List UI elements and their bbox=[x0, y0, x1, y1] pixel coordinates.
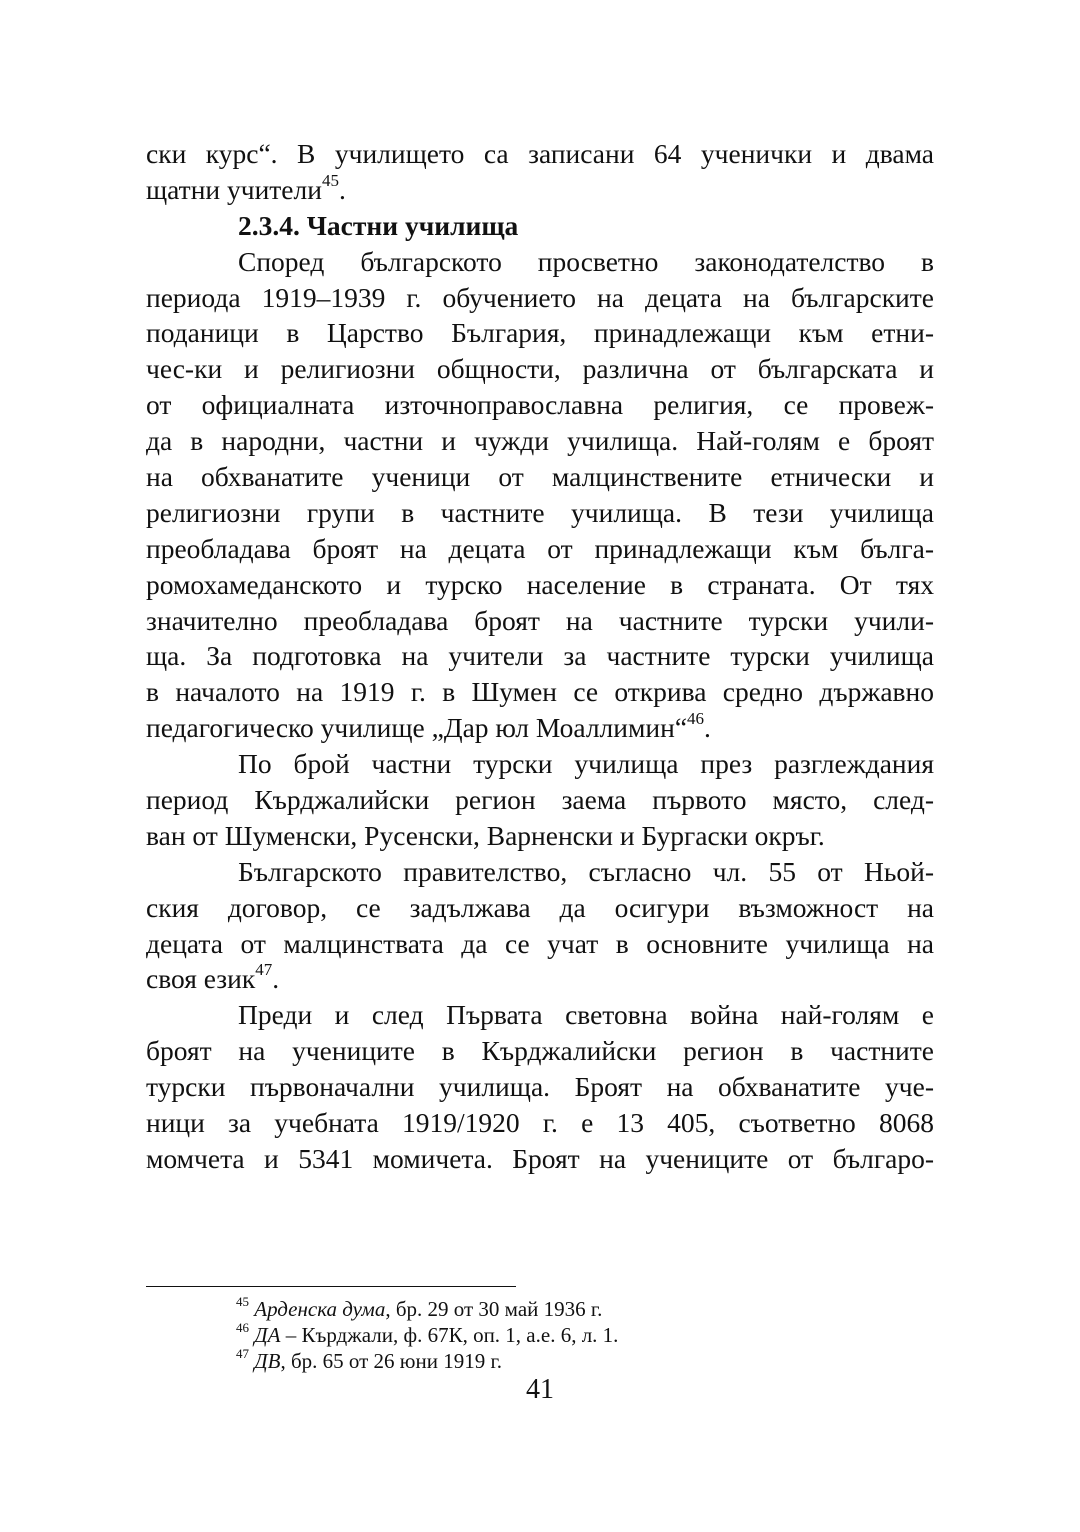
punctuation: . bbox=[338, 173, 346, 205]
text-line bbox=[146, 818, 934, 854]
text-line-content: Според българското просветно законодателство в bbox=[238, 245, 934, 277]
text-line-content: ща. За подготовка на учители за частните турски училища bbox=[146, 640, 934, 672]
text-line bbox=[146, 567, 934, 603]
footnote-item bbox=[236, 1296, 876, 1322]
footnote-source: Арденска дума bbox=[254, 1297, 386, 1321]
text-line-content: ския договор, се задължава да осигури възможност на bbox=[146, 891, 934, 923]
text-line bbox=[146, 136, 934, 172]
text-line bbox=[146, 997, 934, 1033]
text-line bbox=[146, 746, 934, 782]
text-line-content: турски първоначални училища. Броят на обхванатите уче- bbox=[146, 1071, 934, 1103]
footnote-source: ДА bbox=[254, 1323, 281, 1347]
text-line-content: да в народни, частни и чужди училища. Най-голям е броят bbox=[146, 425, 934, 457]
text-line bbox=[146, 1105, 934, 1141]
text-line-content: чес-ки и религиозни общности, различна от българската и bbox=[146, 353, 934, 385]
footnote-item bbox=[236, 1322, 876, 1348]
text-line-content: от официалната източноправославна религия, се провеж- bbox=[146, 389, 934, 421]
footnote-details: , бр. 65 от 26 юни 1919 г. bbox=[280, 1349, 502, 1373]
text-line-content: поданици в Царство България, принадлежащи към етни- bbox=[146, 317, 934, 349]
text-line-content: Преди и след Първата световна война най-голям е bbox=[238, 999, 934, 1031]
text-line-content: По брой частни турски училища през разглеждания bbox=[238, 748, 934, 780]
text-line-content: ници за учебната 1919/1920 г. е 13 405, съответно 8068 bbox=[146, 1107, 934, 1139]
punctuation: . bbox=[704, 712, 711, 744]
footnote-separator bbox=[146, 1286, 516, 1287]
text-line bbox=[146, 495, 934, 531]
text-line bbox=[146, 890, 934, 926]
page-number: 41 bbox=[526, 1374, 554, 1405]
text-line-content: педагогическо училище „Дар юл Моаллимин“ bbox=[146, 712, 688, 744]
text-line-content: Българското правителство, съгласно чл. 55 от Ньой- bbox=[238, 855, 934, 887]
text-line bbox=[146, 387, 934, 423]
text-line-content: ски курс“. В училището са записани 64 ученички и двама bbox=[146, 138, 934, 169]
text-line-content: броят на учениците в Кърджалийски регион в частните bbox=[146, 1035, 934, 1067]
text-line bbox=[146, 782, 934, 818]
footnote-details: , бр. 29 от 30 май 1936 г. bbox=[385, 1297, 603, 1321]
text-line bbox=[146, 603, 934, 639]
text-line bbox=[146, 423, 934, 459]
text-line bbox=[146, 674, 934, 710]
text-line bbox=[146, 1033, 934, 1069]
text-line bbox=[146, 926, 934, 962]
footnote-number: 45 bbox=[236, 1294, 249, 1309]
text-line bbox=[146, 638, 934, 674]
text-line-content: на обхванатите ученици от малцинствените етнически и bbox=[146, 461, 934, 493]
text-line-content: ромохамеданското и турско население в страната. От тях bbox=[146, 568, 934, 600]
section-heading bbox=[146, 208, 934, 244]
text-line-content: период Кърджалийски регион заема първото място, след- bbox=[146, 784, 934, 816]
text-line-content: периода 1919–1939 г. обучението на децата на българските bbox=[146, 281, 934, 313]
text-line-content: 2.3.4. Частни училища bbox=[238, 209, 519, 241]
punctuation: . bbox=[272, 963, 280, 995]
body-text bbox=[146, 136, 934, 1177]
text-line bbox=[146, 459, 934, 495]
text-line bbox=[146, 351, 934, 387]
text-line-content: момчета и 5341 момичета. Броят на учениците от българо- bbox=[146, 1142, 934, 1174]
text-line bbox=[146, 854, 934, 890]
text-line-content: ван от Шуменски, Русенски, Варненски и Бургаски окръг. bbox=[146, 819, 825, 851]
text-line bbox=[146, 961, 934, 997]
text-line-content: в началото на 1919 г. в Шумен се открива средно държавно bbox=[146, 676, 934, 708]
text-line-content: преобладава броят на децата от принадлежащи към бълга- bbox=[146, 532, 934, 564]
text-line bbox=[146, 172, 934, 208]
footnote-details: – Кърджали, ф. 67К, оп. 1, а.е. 6, л. 1. bbox=[280, 1323, 619, 1347]
text-line bbox=[146, 315, 934, 351]
footnote-source: ДВ bbox=[254, 1349, 281, 1373]
text-line bbox=[146, 280, 934, 316]
text-line bbox=[146, 1141, 934, 1177]
text-line-content: щатни учители bbox=[146, 173, 322, 205]
text-line-content: религиозни групи в частните училища. В тези училища bbox=[146, 496, 934, 528]
footnote-number: 46 bbox=[236, 1320, 249, 1335]
text-line-content: децата от малцинствата да се учат в основните училища на bbox=[146, 927, 934, 959]
footnote-number: 47 bbox=[236, 1346, 249, 1361]
footnote-reference[interactable]: 46 bbox=[687, 709, 705, 729]
text-line bbox=[146, 710, 934, 746]
footnotes bbox=[236, 1296, 876, 1374]
footnote-reference[interactable]: 45 bbox=[321, 170, 339, 190]
text-line bbox=[146, 244, 934, 280]
footnote-item bbox=[236, 1348, 876, 1374]
text-line-content: значително преобладава броят на частните турски учили- bbox=[146, 604, 934, 636]
text-line-content: своя език bbox=[146, 963, 256, 995]
text-line bbox=[146, 1069, 934, 1105]
text-line bbox=[146, 531, 934, 567]
footnote-reference[interactable]: 47 bbox=[255, 960, 273, 980]
